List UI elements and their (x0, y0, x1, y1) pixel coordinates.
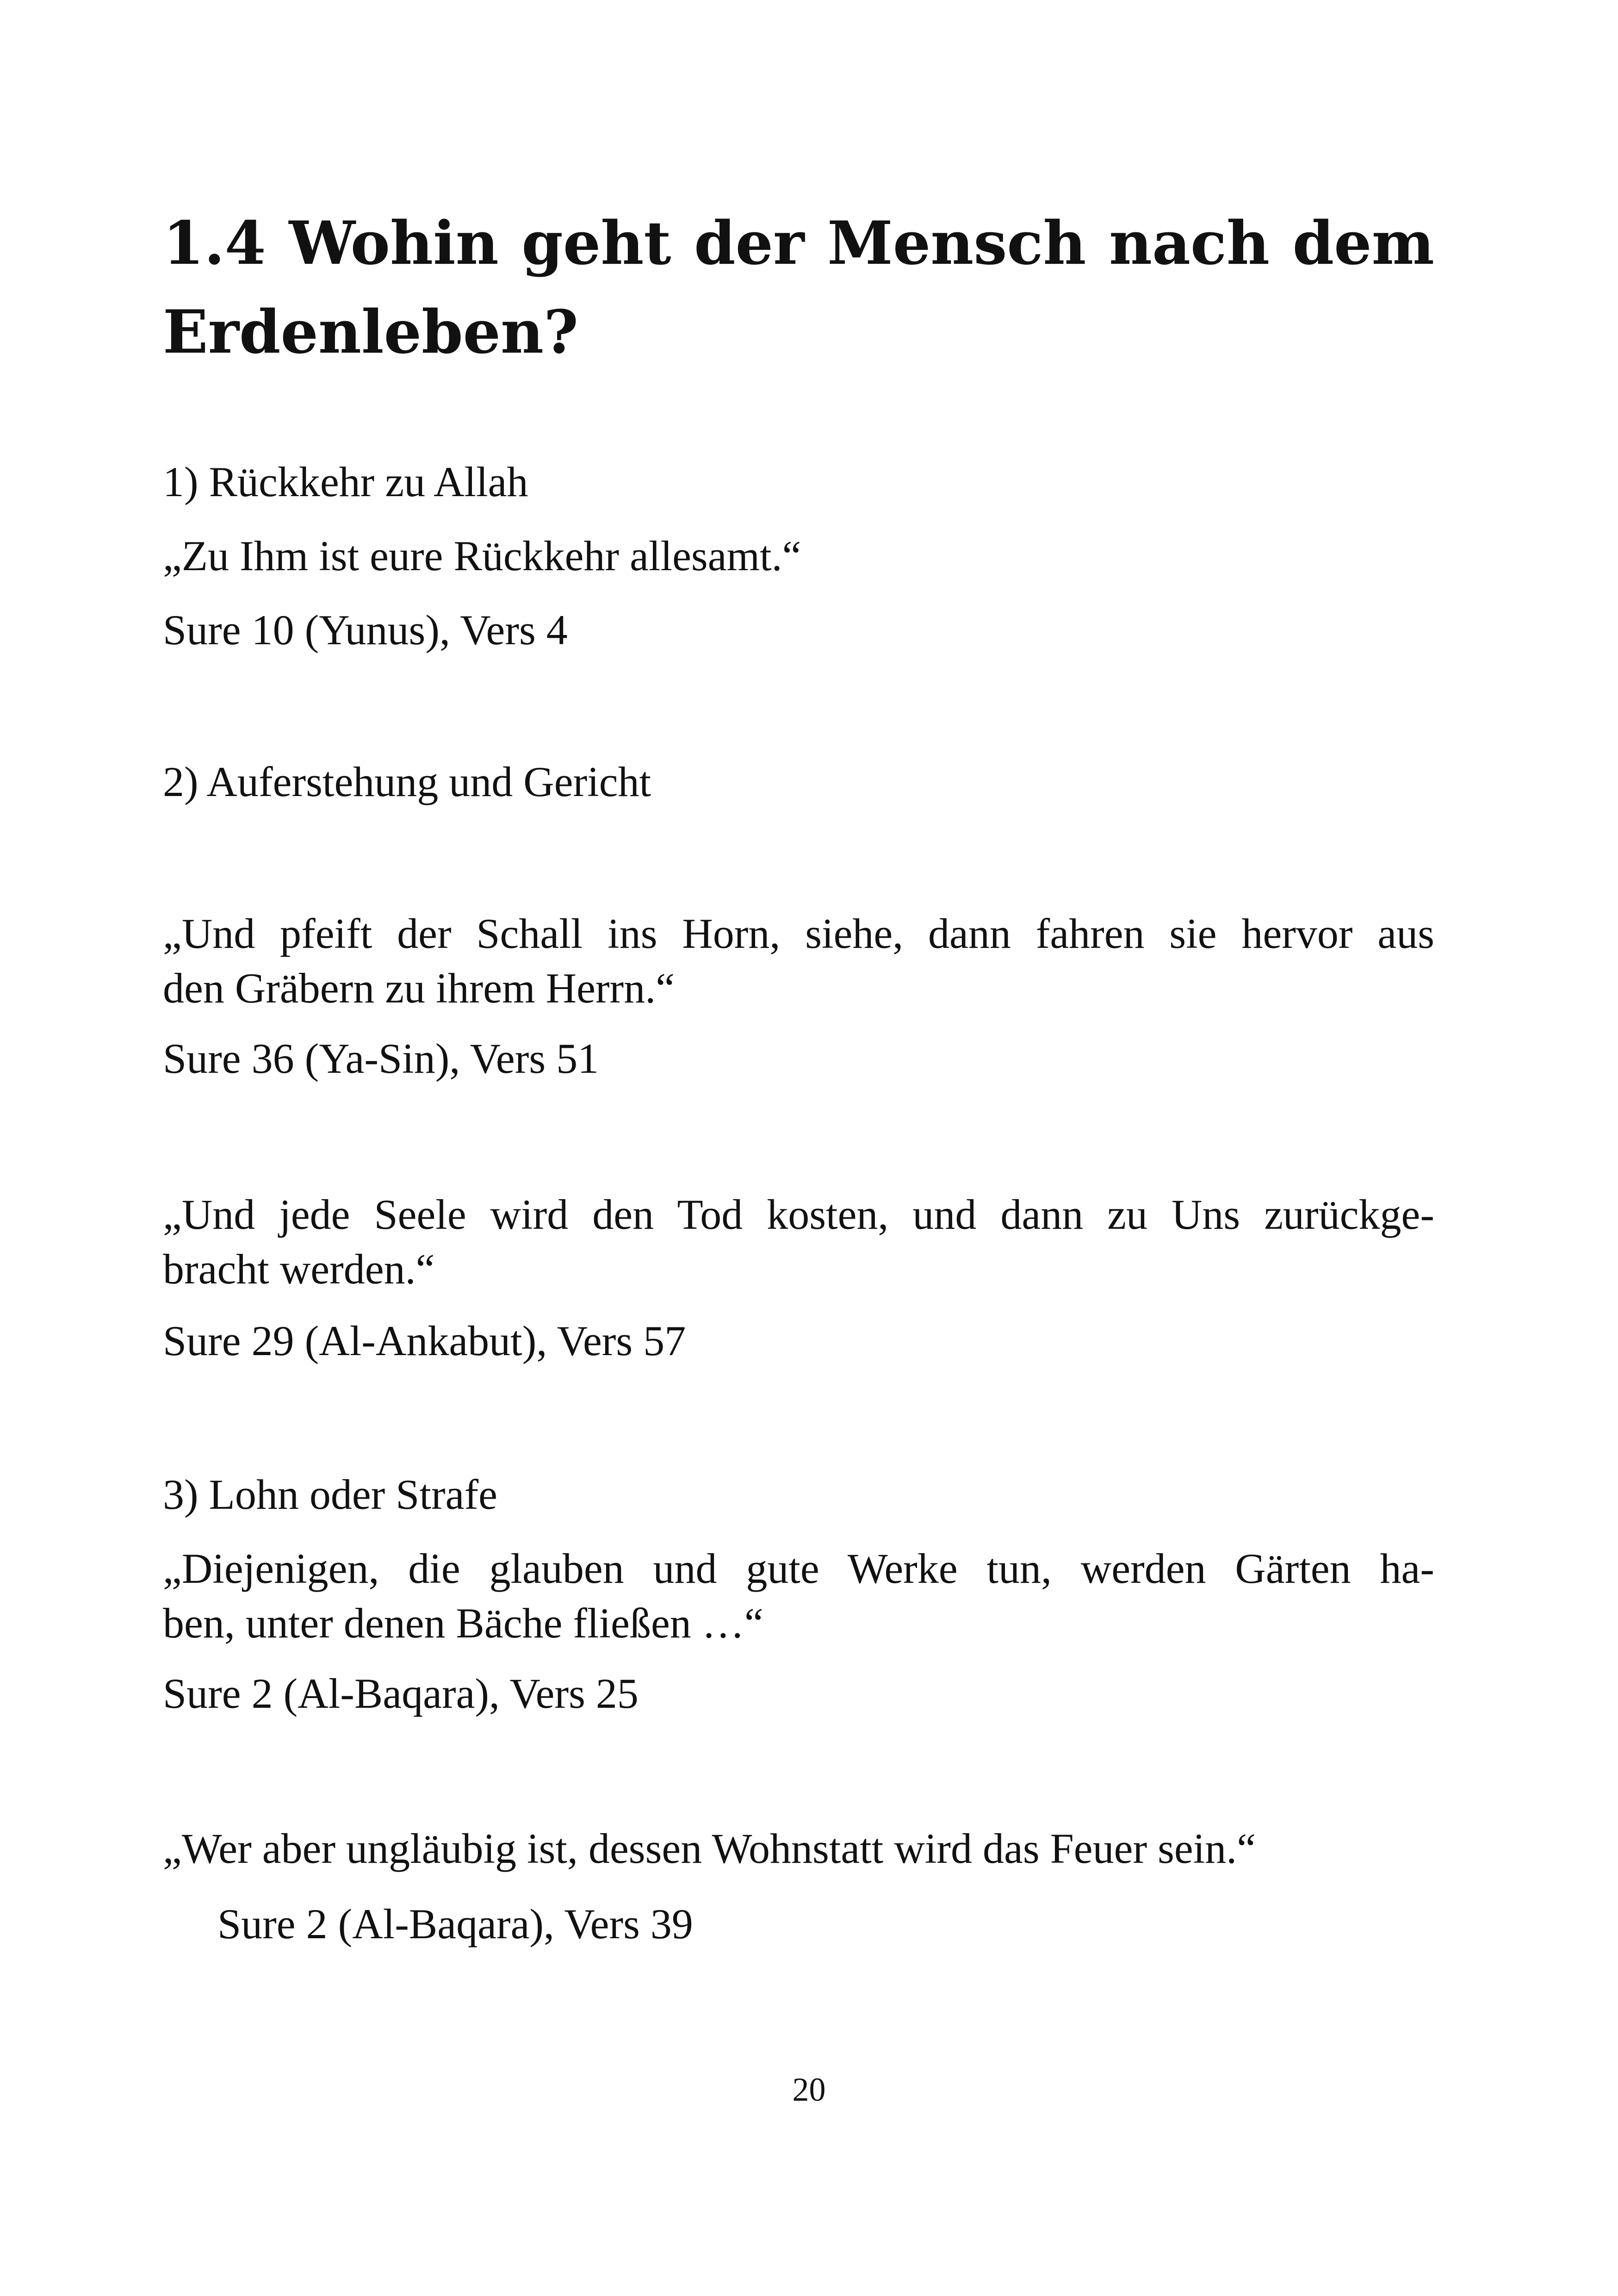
quote-reference: Sure 36 (Ya-Sin), Vers 51 (163, 1035, 599, 1082)
section-title: 1) Rückkehr zu Allah (163, 458, 528, 505)
quote-line: „Diejenigen, die glauben und gute Werke tun, werden Gärten ha- (163, 1545, 1434, 1592)
quote-line: „Und pfeift der Schall ins Horn, siehe, dann fahren sie hervor aus (163, 910, 1434, 957)
quote-reference: Sure 2 (Al-Baqara), Vers 25 (163, 1670, 639, 1717)
quote-line: ben, unter denen Bäche fließen …“ (163, 1599, 763, 1647)
quote-line: bracht werden.“ (163, 1245, 435, 1293)
page-title: 1.4 Wohin geht der Mensch nach dem Erdenleben? (163, 209, 1434, 367)
section-title: 2) Auferstehung und Gericht (163, 758, 651, 805)
quote-text (163, 906, 1434, 1015)
quote-reference: Sure 10 (Yunus), Vers 4 (163, 606, 568, 653)
section-title: 3) Lohn oder Strafe (163, 1471, 497, 1518)
quote-text: „Wer aber ungläubig ist, dessen Wohnstatt wird das Feuer sein.“ (163, 1825, 1256, 1872)
quote-reference: Sure 29 (Al-Ankabut), Vers 57 (163, 1317, 686, 1364)
quote-text (163, 1541, 1434, 1650)
quote-text: „Zu Ihm ist eure Rückkehr allesamt.“ (163, 532, 801, 579)
page-number: 20 (792, 2071, 826, 2108)
quote-line: „Und jede Seele wird den Tod kosten, und dann zu Uns zurückge- (163, 1191, 1434, 1238)
quote-reference: Sure 2 (Al-Baqara), Vers 39 (217, 1900, 693, 1948)
quote-line: den Gräbern zu ihrem Herrn.“ (163, 964, 675, 1012)
quote-text (163, 1187, 1434, 1296)
